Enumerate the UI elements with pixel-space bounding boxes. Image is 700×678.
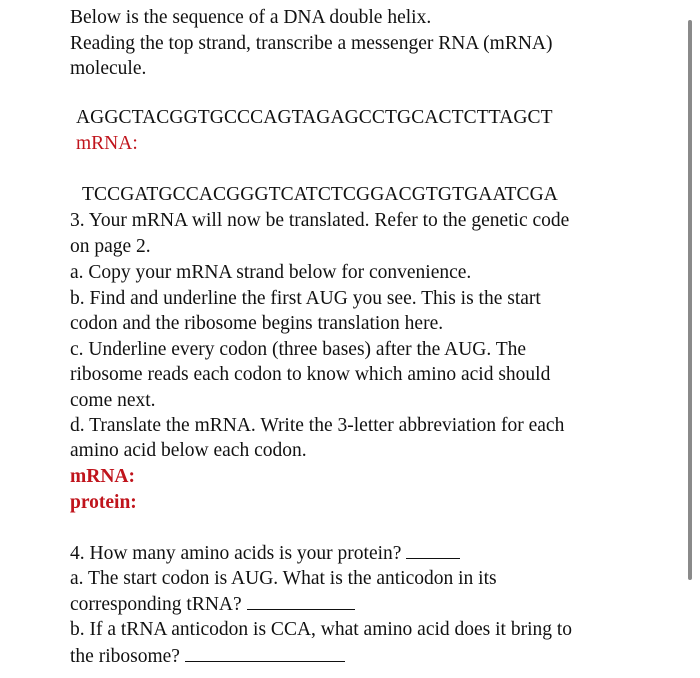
intro-line-1: Below is the sequence of a DNA double helix. bbox=[70, 7, 432, 28]
mrna-label-1: mRNA: bbox=[76, 133, 138, 154]
dna-top-strand: AGGCTACGGTGCCCAGTAGAGCCTGCACTCTTAGCT bbox=[76, 107, 553, 128]
question-4a-line-1: a. The start codon is AUG. What is the anticodon in its bbox=[70, 568, 497, 589]
question-3d-line-1: d. Translate the mRNA. Write the 3-letter abbreviation for each bbox=[70, 415, 565, 436]
question-3-line-2: on page 2. bbox=[70, 236, 151, 257]
question-4-text: 4. How many amino acids is your protein? bbox=[70, 543, 402, 564]
intro-line-2: Reading the top strand, transcribe a messenger RNA (mRNA) bbox=[70, 33, 553, 54]
question-3c-line-1: c. Underline every codon (three bases) after the AUG. The bbox=[70, 339, 527, 360]
question-3c-line-2: ribosome reads each codon to know which amino acid should bbox=[70, 364, 551, 385]
answer-blank-anticodon[interactable] bbox=[247, 591, 355, 610]
question-3b-line-1: b. Find and underline the first AUG you see. This is the start bbox=[70, 288, 541, 309]
mrna-label-2: mRNA: bbox=[70, 466, 135, 487]
question-3c-line-3: come next. bbox=[70, 390, 156, 411]
intro-line-3: molecule. bbox=[70, 58, 147, 79]
answer-blank-amino-count[interactable] bbox=[406, 540, 460, 559]
question-4b-text: the ribosome? bbox=[70, 646, 180, 667]
question-3-line-1: 3. Your mRNA will now be translated. Refer to the genetic code bbox=[70, 210, 570, 231]
question-4b-line-2 bbox=[70, 643, 345, 669]
question-4a-text: corresponding tRNA? bbox=[70, 594, 242, 615]
question-3b-line-2: codon and the ribosome begins translation here. bbox=[70, 313, 444, 334]
protein-label: protein: bbox=[70, 492, 137, 513]
question-3a: a. Copy your mRNA strand below for convenience. bbox=[70, 262, 472, 283]
scrollbar[interactable] bbox=[688, 20, 692, 580]
question-4b-line-1: b. If a tRNA anticodon is CCA, what amino acid does it bring to bbox=[70, 619, 573, 640]
answer-blank-amino-acid[interactable] bbox=[185, 643, 345, 662]
question-4-line bbox=[70, 540, 460, 566]
question-3d-line-2: amino acid below each codon. bbox=[70, 440, 307, 461]
dna-bottom-strand: TCCGATGCCACGGGTCATCTCGGACGTGTGAATCGA bbox=[82, 184, 558, 205]
question-4a-line-2 bbox=[70, 591, 355, 617]
